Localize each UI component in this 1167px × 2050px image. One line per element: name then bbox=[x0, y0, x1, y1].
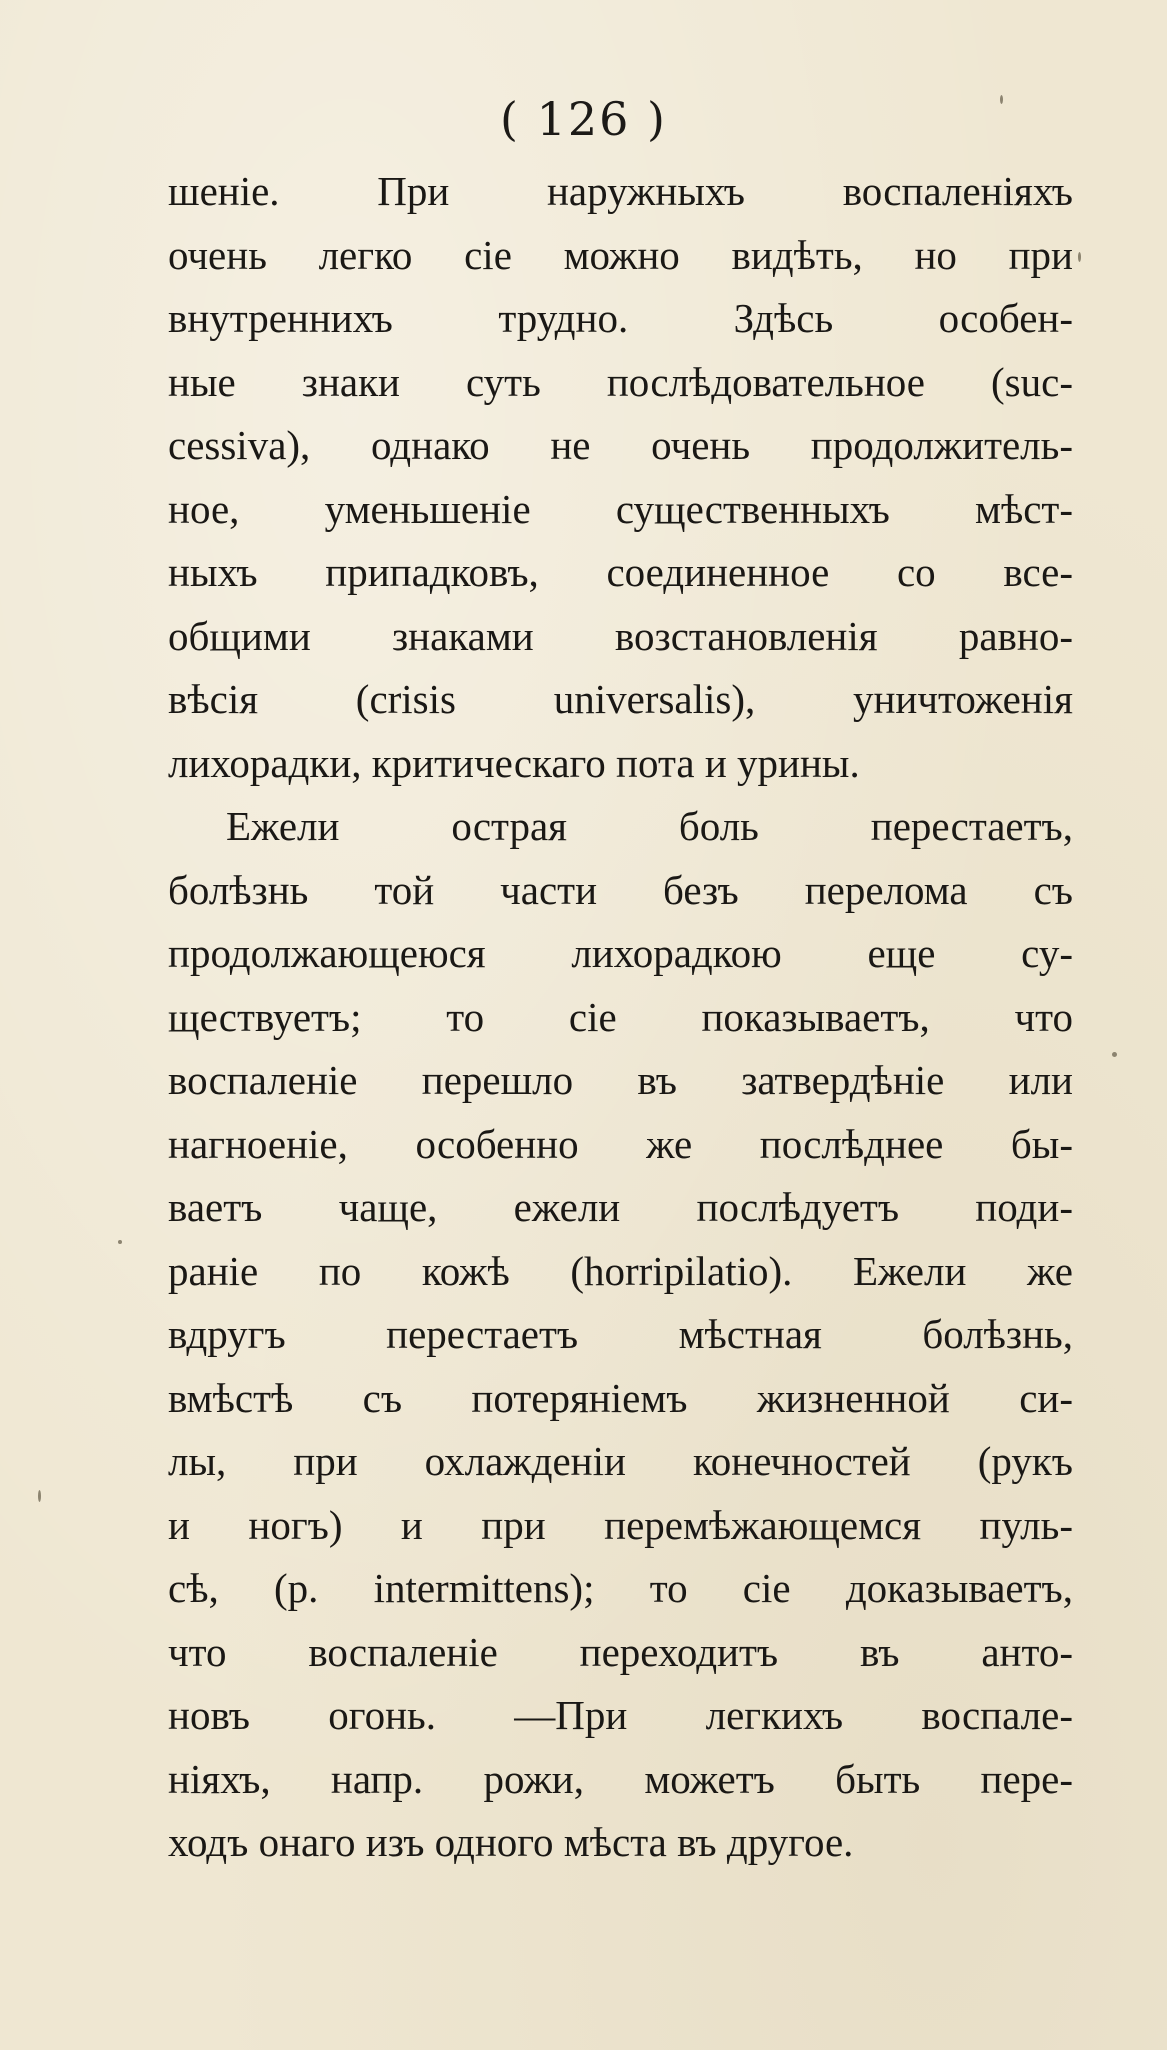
text-line: воспаленiе перешло въ затвердѣнiе или bbox=[168, 1057, 1073, 1103]
text-line: вмѣстѣ съ потерянiемъ жизненной си- bbox=[168, 1374, 1073, 1421]
text-line: и ногъ) и при перемѣжающемся пуль- bbox=[168, 1501, 1073, 1548]
text-line: сѣ, (p. intermittens); то сiе доказываетъ, bbox=[168, 1565, 1073, 1611]
paper-speck bbox=[1078, 252, 1081, 262]
text-line: ваетъ чаще, ежели послѣдуетъ поди- bbox=[168, 1184, 1073, 1230]
paper-speck bbox=[1000, 95, 1003, 104]
text-line: ные знаки суть послѣдовательное (suc- bbox=[168, 358, 1073, 405]
text-line: нагноенiе, особенно же послѣднее бы- bbox=[168, 1120, 1073, 1167]
text-line: что воспаленiе переходитъ въ анто- bbox=[168, 1628, 1073, 1675]
page-number: ( 126 ) bbox=[500, 92, 667, 146]
text-line: ранiе по кожѣ (horripilatio). Ежели же bbox=[168, 1247, 1073, 1294]
text-line: новъ огонь. —При легкихъ воспале- bbox=[168, 1692, 1073, 1738]
paragraph-end-line: лихорадки, критическаго пота и урины. bbox=[168, 739, 860, 786]
text-line: ное, уменьшенiе существенныхъ мѣст- bbox=[168, 485, 1073, 532]
paper-speck bbox=[118, 1240, 122, 1244]
paper-speck bbox=[1112, 1052, 1117, 1057]
paragraph-end-line: ходъ онаго изъ одного мѣста въ другое. bbox=[168, 1819, 854, 1865]
text-line: вѣсiя (crisis universalis), уничтоженiя bbox=[168, 676, 1073, 722]
text-line: вдругъ перестаетъ мѣстная болѣзнь, bbox=[168, 1311, 1073, 1357]
text-line: ществуетъ; то сiе показываетъ, что bbox=[168, 993, 1073, 1040]
text-line: лы, при охлажденiи конечностей (рукъ bbox=[168, 1438, 1073, 1484]
text-line: внутреннихъ трудно. Здѣсь особен- bbox=[168, 295, 1073, 341]
body-text bbox=[168, 160, 1073, 1875]
text-line: нiяхъ, напр. рожи, можетъ быть пере- bbox=[168, 1755, 1073, 1802]
text-line: общими знаками возстановленiя равно- bbox=[168, 612, 1073, 659]
text-line: ныхъ припадковъ, соединенное со все- bbox=[168, 549, 1073, 595]
text-line: очень легко сiе можно видѣть, но при bbox=[168, 231, 1073, 278]
text-line: cessiva), однако не очень продолжитель- bbox=[168, 422, 1073, 468]
text-line: продолжающеюся лихорадкою еще су- bbox=[168, 930, 1073, 976]
text-line: болѣзнь той части безъ перелома съ bbox=[168, 866, 1073, 913]
paragraph-start-line: Ежели острая боль перестаетъ, bbox=[226, 803, 1073, 849]
text-line: шенiе. При наружныхъ воспаленiяхъ bbox=[168, 168, 1073, 214]
paper-speck bbox=[38, 1490, 41, 1502]
